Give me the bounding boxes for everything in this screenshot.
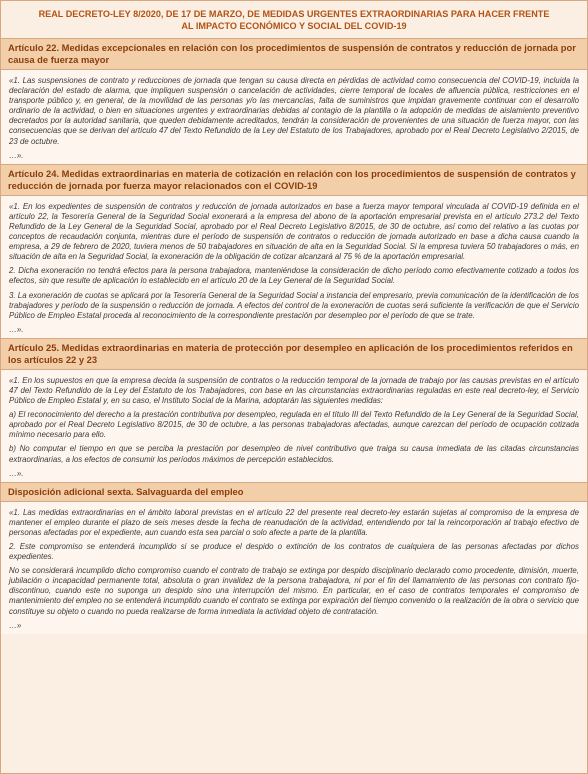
paragraph-ellipsis: …».	[9, 150, 24, 160]
paragraph: «1. En los expedientes de suspensión de contratos y reducción de jornada autorizados en base a fuerza mayor temporal vinculada al COVID-19 definida en el artículo 22, la Tesorería General de la Seguridad Social exonerará a la empresa del abono de la aportación empresarial prevista en el artículo 273.2 del Texto Refundido de la Ley General de la Seguridad Social, aprobado por el Real Decreto Legislativo 8/2015, de 30 de octubre, así como del relativo a las cuotas por conceptos de recaudación conjunta, mientras dure el período de suspensión de contratos o reducción de jornada autorizado en base a dicha causa cuando la empresa, a 29 de febrero de 2020, tuviera menos de 50 trabajadores en situación de alta en la Seguridad Social. Si la empresa tuviera 50 trabajadores o más, en situación de alta en la Seguridad Social, la exoneración de la obligación de cotizar alcanzará al 75 % de la aportación empresarial.	[9, 201, 579, 262]
section-heading: Artículo 25. Medidas extraordinarias en materia de protección por desempleo en aplicación de los procedimientos referidos en los artículos 22 y 23	[1, 339, 587, 370]
paragraph: 3. La exoneración de cuotas se aplicará por la Tesorería General de la Seguridad Social a instancia del empresario, previa comunicación de la identificación de los trabajadores y período de la suspensión o reducción de jornada. A efectos del control de la exoneración de cuotas será suficiente la verificación de que el Servicio Público de Empleo Estatal proceda al reconocimiento de la correspondiente prestación por desempleo por el período de que se trate.	[9, 290, 579, 320]
section-body	[1, 370, 587, 483]
section-articulo-22	[1, 39, 587, 165]
document-title	[1, 1, 587, 39]
paragraph: b) No computar el tiempo en que se perciba la prestación por desempleo de nivel contributivo que traiga su causa inmediata de las citadas circunstancias extraordinarias, a los efectos de consumir los períodos máximos de percepción establecidos.	[9, 444, 579, 464]
paragraph: 2. Este compromiso se entenderá incumplido si se produce el despido o extinción de los contratos de cualquiera de las personas afectadas por dichos expedientes.	[9, 542, 579, 562]
section-disposicion-adicional-sexta	[1, 483, 587, 634]
section-body	[1, 196, 587, 339]
paragraph: «1. Las medidas extraordinarias en el ámbito laboral previstas en el artículo 22 del presente real decreto-ley estarán sujetas al compromiso de la empresa de mantener el empleo durante el plazo de seis meses desde la fecha de reanudación de la actividad, entendiendo por tal la reincorporación al trabajo efectivo de personas afectadas por el expediente, aun cuando esta sea parcial o solo afecte a parte de la plantilla.	[9, 507, 579, 537]
section-articulo-25	[1, 339, 587, 483]
paragraph: «1. En los supuestos en que la empresa decida la suspensión de contratos o la reducción temporal de la jornada de trabajo por las causas previstas en el artículo 47 del Texto Refundido de la Ley del Estatuto de los Trabajadores, con base en las circunstancias extraordinarias reguladas en este real decreto-ley, el Servicio Público de Empleo Estatal y, en su caso, el Instituto Social de la Marina, adoptarán las siguientes medidas:	[9, 375, 579, 406]
section-heading: Artículo 22. Medidas excepcionales en relación con los procedimientos de suspensión de contratos y reducción de jornada por causa de fuerza mayor	[1, 39, 587, 70]
document-title-line-1: REAL DECRETO-LEY 8/2020, DE 17 DE MARZO, DE MEDIDAS URGENTES EXTRAORDINARIAS PARA HACER FRENTE	[38, 9, 550, 19]
paragraph: «1. Las suspensiones de contrato y reducciones de jornada que tengan su causa directa en pérdidas de actividad como consecuencia del COVID-19, incluida la declaración del estado de alarma, que impliquen suspensión o cancelación de actividades, cierre temporal de locales de afluencia pública, restricciones en el transporte público y, en general, de la movilidad de las personas y/o las mercancías, falta de suministros que impidan gravemente continuar con el desarrollo ordinario de la actividad, o bien en situaciones urgentes y extraordinarias debidas al contagio de la plantilla o la adopción de medidas de aislamiento preventivo decretados por la autoridad sanitaria, que queden debidamente acreditados, tendrán la consideración de provenientes de una situación de fuerza mayor, con las consecuencias que se derivan del artículo 47 del Texto Refundido de la Ley del Estatuto de los Trabajadores, aprobado por el Real Decreto Legislativo 2/2015, de 23 de octubre.	[9, 76, 579, 146]
section-body	[1, 502, 587, 634]
paragraph-ellipsis: …»	[9, 620, 22, 630]
paragraph: No se considerará incumplido dicho compromiso cuando el contrato de trabajo se extinga por despido disciplinario declarado como procedente, dimisión, muerte, jubilación o incapacidad permanente total, absoluta o gran invalidez de la persona trabajadora, ni por el fin del llamamiento de las personas con contrato fijo-discontinuo, cuando este no suponga un despido sino una interrupción del mismo. En particular, en el caso de contratos temporales el compromiso de mantenimiento del empleo no se entenderá incumplido cuando el contrato se extinga por expiración del tiempo convenido o la realización de la obra o servicio que constituye su objeto o cuando no pueda realizarse de forma inmediata la actividad objeto de contratación.	[9, 566, 579, 616]
paragraph: 2. Dicha exoneración no tendrá efectos para la persona trabajadora, manteniéndose la consideración de dicho período como efectivamente cotizado a todos los efectos, sin que resulte de aplicación lo establecido en el artículo 20 de la Ley General de la Seguridad Social.	[9, 266, 579, 286]
paragraph-ellipsis: …».	[9, 324, 24, 334]
document-title-line-2: AL IMPACTO ECONÓMICO Y SOCIAL DEL COVID-19	[181, 20, 407, 31]
section-heading: Artículo 24. Medidas extraordinarias en materia de cotización en relación con los procedimientos de suspensión de contratos y reducción de jornada por fuerza mayor relacionados con el COVID-19	[1, 165, 587, 196]
section-articulo-24	[1, 165, 587, 339]
section-body	[1, 70, 587, 165]
paragraph: a) El reconocimiento del derecho a la prestación contributiva por desempleo, regulada en el título III del Texto Refundido de la Ley General de la Seguridad Social, aprobado por el Real Decreto Legislativo 8/2015, de 30 de octubre, a las personas trabajadoras afectadas, aunque carezcan del período de ocupación cotizada mínimo necesario para ello.	[9, 410, 579, 440]
section-heading: Disposición adicional sexta. Salvaguarda del empleo	[1, 483, 587, 502]
paragraph-ellipsis: …».	[9, 468, 24, 478]
